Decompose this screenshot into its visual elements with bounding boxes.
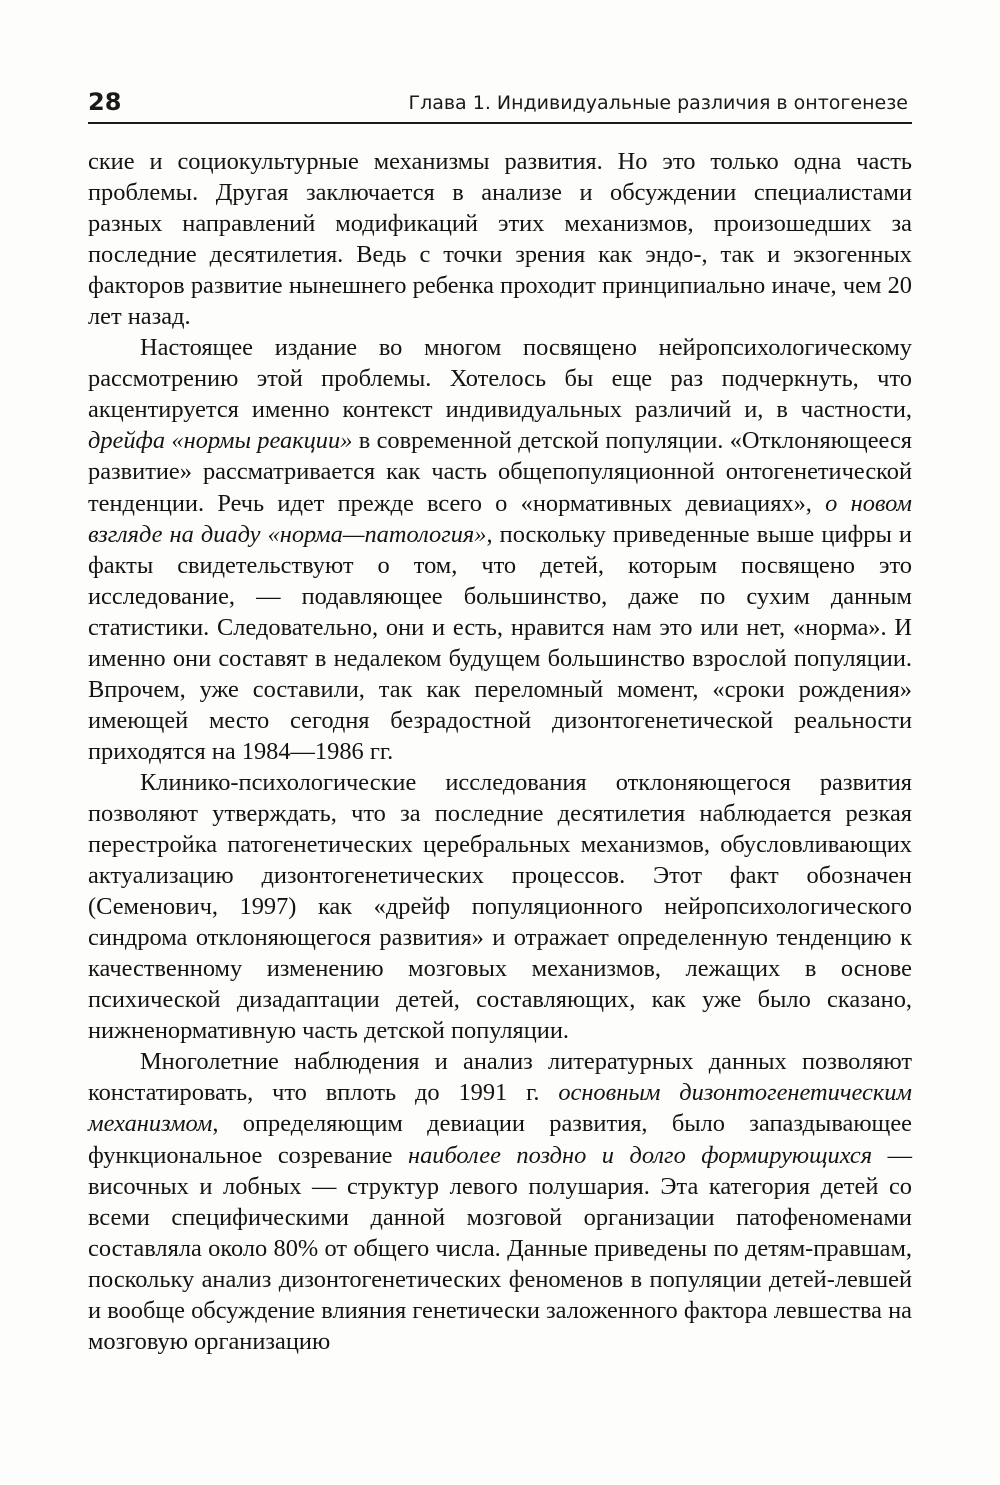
paragraph-text: в современной детской популяции. «Отклоняющееся развитие» рассматривается как часть общепопуляционной онтогенетической тенденции. Речь идет прежде всего о «нормативных девиациях», [88, 427, 912, 517]
paragraph-text: ские и социокультурные механизмы развития. Но это только одна часть проблемы. Другая заключается в анализе и обсуждении специалистами разных направлений модификаций этих механизмов, произошедших за последние десятилетия. Ведь с точки зрения как эндо-, так и экзогенных факторов развитие нынешнего ребенка проходит принципиально иначе, чем 20 лет назад. [88, 148, 912, 331]
paragraph-text: Многолетние наблюдения и анализ литературных данных позволяют констатировать, что вплоть до 1991 г. [88, 1048, 912, 1107]
paragraph-text: — височных и лобных — структур левого полушария. Эта категория детей со всеми специфическими данной мозговой организации патофеноменами составляла около 80% от общего числа. Данные приведены по детям-правшам, поскольку анализ дизонтогенетических феноменов в популяции детей-левшей и вообще обсуждение влияния генетически заложенного фактора левшества на мозговую организацию [88, 1141, 912, 1355]
italic-emphasis: наиболее поздно и долго формирующихся [407, 1141, 873, 1169]
paragraph-3 [88, 767, 912, 1046]
paragraph-text: , поскольку приведенные выше цифры и факты свидетельствуют о том, что детей, которым посвящено это исследование, — подавляющее большинство, даже по сухим данным статистики. Следовательно, они и есть, нравится нам это или нет, «норма». И именно они составят в недалеком будущем большинство взрослой популяции. Впрочем, уже составили, так как переломный момент, «сроки рождения» имеющей место сегодня безрадостной дизонтогенетической реальности приходятся на 1984—1986 гг. [88, 520, 912, 765]
italic-emphasis: дрейфа «нормы реакции» [88, 427, 353, 455]
italic-emphasis: о новом взгляде на диаду «норма—патология» [88, 489, 912, 548]
page-header [88, 86, 912, 124]
paragraph-text: Настоящее издание во многом посвящено нейропсихологическому рассмотрению этой проблемы. Хотелось бы еще раз подчеркнуть, что акцентируется именно контекст индивидуальных различий и, в частности, [88, 334, 912, 424]
paragraph-1 [88, 146, 912, 332]
italic-emphasis: основным дизонтогенетическим механизмом [88, 1079, 912, 1138]
page-number: 28 [88, 88, 122, 116]
paragraph-2 [88, 332, 912, 767]
paragraph-text: Клинико-психологические исследования отклоняющегося развития позволяют утверждать, что за последние десятилетия наблюдается резкая перестройка патогенетических церебральных механизмов, обусловливающих актуализацию дизонтогенетических процессов. Этот факт обозначен (Семенович, 1997) как «дрейф популяционного нейропсихологического синдрома отклоняющегося развития» и отражает определенную тенденцию к качественному изменению мозговых механизмов, лежащих в основе психической дизадаптации детей, составляющих, как уже было сказано, нижненормативную часть детской популяции. [88, 768, 912, 1045]
running-head: Глава 1. Индивидуальные различия в онтогенезе [408, 92, 908, 114]
body-text [88, 146, 912, 1357]
paragraph-4 [88, 1046, 912, 1356]
paragraph-text: , определяющим девиации развития, было запаздывающее функциональное созревание [88, 1110, 912, 1169]
